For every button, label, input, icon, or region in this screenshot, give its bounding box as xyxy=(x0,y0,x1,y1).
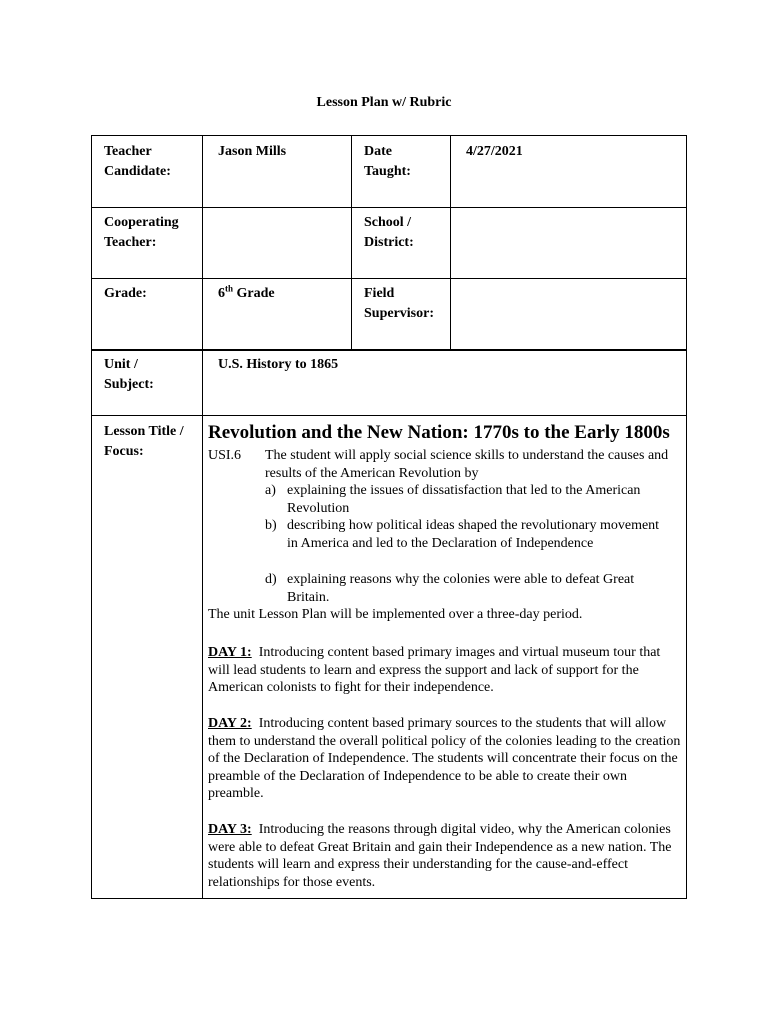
page-title: Lesson Plan w/ Rubric xyxy=(316,95,452,110)
column-divider xyxy=(351,135,352,350)
cooperating-teacher-label xyxy=(104,213,179,253)
label-line: Candidate: xyxy=(104,164,171,179)
label-line: District: xyxy=(364,235,414,250)
lesson-title-label xyxy=(104,422,184,462)
lesson-title: Revolution and the New Nation: 1770s to the Early 1800s xyxy=(208,422,670,443)
day-3-text: Introducing the reasons through digital video, why the American colonies were able to defeat Great Britain and gain their Independence as a new nation. The students will learn and express their understanding for the cause-and-effect relationships for those events. xyxy=(208,822,672,890)
item-text: explaining the issues of dissatisfaction that led to the American Revolution xyxy=(287,483,641,516)
standard-text: The student will apply social science skills to understand the causes and results of the American Revolution by xyxy=(265,448,669,481)
label-line: Date xyxy=(364,144,392,159)
label-line: Field xyxy=(364,286,395,301)
grade-label: Grade: xyxy=(104,286,147,301)
label-line: Taught: xyxy=(364,164,411,179)
row-divider xyxy=(91,207,687,208)
row-divider xyxy=(91,349,687,351)
label-line: Subject: xyxy=(104,377,154,392)
row-divider xyxy=(91,415,687,416)
grade-value xyxy=(218,284,275,304)
label-line: Teacher xyxy=(104,144,152,159)
item-letter: a) xyxy=(265,483,276,498)
period-note: The unit Lesson Plan will be implemented over a three-day period. xyxy=(208,607,583,622)
item-letter: b) xyxy=(265,518,277,533)
item-letter: d) xyxy=(265,572,277,587)
teacher-candidate-label xyxy=(104,142,171,182)
label-line: School / xyxy=(364,215,412,230)
item-text: explaining reasons why the colonies were able to defeat Great Britain. xyxy=(287,572,635,605)
unit-subject-label xyxy=(104,355,154,395)
label-line: Unit / xyxy=(104,357,138,372)
column-divider xyxy=(450,135,451,350)
day-3-paragraph xyxy=(208,821,683,891)
label-line: Teacher: xyxy=(104,235,157,250)
day-2-text: Introducing content based primary sources to the students that will allow them to understand the overall political policy of the colonies leading to the creation of the Declaration of Independence. The students will concentrate their focus on the preamble of the Declaration of Independence to be able to create their own preamble. xyxy=(208,716,681,802)
day-2-paragraph xyxy=(208,715,683,803)
school-district-label xyxy=(364,213,414,253)
label-line: Cooperating xyxy=(104,215,179,230)
item-text: describing how political ideas shaped the revolutionary movement in America and led to the Declaration of Independence xyxy=(287,518,660,551)
day-1-label: DAY 1: xyxy=(208,645,252,660)
label-line: Lesson Title / xyxy=(104,424,184,439)
row-divider xyxy=(91,278,687,279)
day-2-label: DAY 2: xyxy=(208,716,252,731)
date-taught-label xyxy=(364,142,411,182)
field-supervisor-label xyxy=(364,284,434,324)
grade-word: Grade xyxy=(233,286,275,301)
label-line: Focus: xyxy=(104,444,144,459)
day-1-paragraph xyxy=(208,644,683,697)
date-taught-value: 4/27/2021 xyxy=(466,144,523,159)
day-1-text: Introducing content based primary images and virtual museum tour that will lead students to learn and express the support and lack of support for the American colonists to fight for their independence. xyxy=(208,645,661,696)
standard-code: USI.6 xyxy=(208,448,242,463)
teacher-candidate-value: Jason Mills xyxy=(218,144,287,159)
grade-suffix: th xyxy=(225,283,234,294)
label-line: Supervisor: xyxy=(364,306,434,321)
unit-subject-value: U.S. History to 1865 xyxy=(218,357,339,372)
grade-number: 6 xyxy=(218,286,225,301)
day-3-label: DAY 3: xyxy=(208,822,252,837)
column-divider xyxy=(202,135,203,899)
